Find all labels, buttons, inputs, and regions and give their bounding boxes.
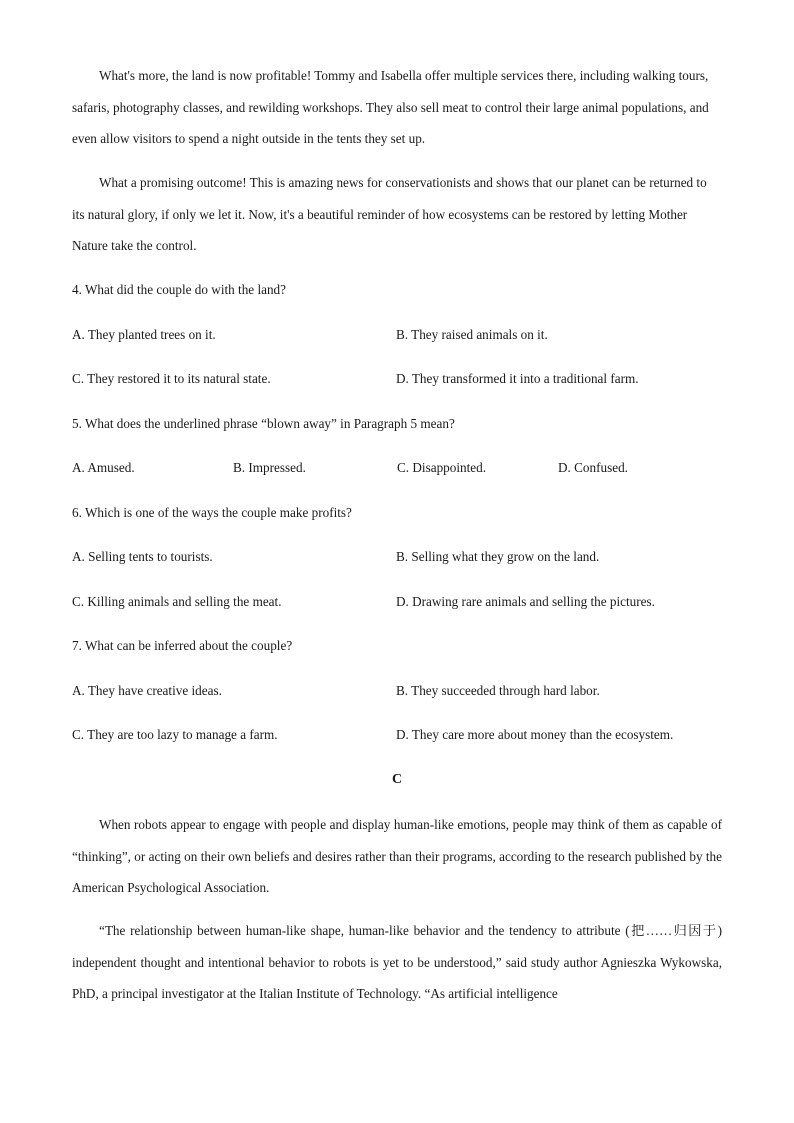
question-7-option-d: D. They care more about money than the ecosystem. — [396, 727, 674, 742]
question-6-option-d: D. Drawing rare animals and selling the pictures. — [396, 594, 655, 609]
question-6-option-c: C. Killing animals and selling the meat. — [72, 594, 282, 609]
question-4-option-a: A. They planted trees on it. — [72, 327, 216, 342]
paragraph-outcome: What a promising outcome! This is amazing news for conservationists and shows that our planet can be returned to its natural glory, if only we let it. Now, it's a beautiful reminder of how ecosystems can be restored by letting Mother Nature take the control. — [72, 175, 707, 253]
question-6-option-a: A. Selling tents to tourists. — [72, 549, 213, 564]
question-7-option-b: B. They succeeded through hard labor. — [396, 683, 600, 698]
question-7-option-a: A. They have creative ideas. — [72, 683, 222, 698]
section-heading-c: C — [391, 772, 403, 787]
section-c-paragraph-2: “The relationship between human-like shape, human-like behavior and the tendency to attribute (把……归因于) independent thought and intentional behavior to robots is yet to be understood,” said study author Agnieszka Wykowska, PhD, a principal investigator at the Italian Institute of Technology. “As artificial intelligence — [72, 923, 722, 1001]
question-6-stem: 6. Which is one of the ways the couple make profits? — [72, 505, 352, 520]
question-7-option-c: C. They are too lazy to manage a farm. — [72, 727, 278, 742]
question-5-option-a: A. Amused. — [72, 460, 135, 475]
paragraph-profit: What's more, the land is now profitable! Tommy and Isabella offer multiple services there, including walking tours, safaris, photography classes, and rewilding workshops. They also sell meat to control their large animal populations, and even allow visitors to spend a night outside in the tents they set up. — [72, 68, 709, 146]
question-5-option-c: C. Disappointed. — [397, 460, 487, 475]
question-4-option-b: B. They raised animals on it. — [396, 327, 548, 342]
question-5-option-b: B. Impressed. — [233, 460, 306, 475]
question-4-option-d: D. They transformed it into a traditional farm. — [396, 371, 639, 386]
section-c-paragraph-1: When robots appear to engage with people and display human-like emotions, people may think of them as capable of “thinking”, or acting on their own beliefs and desires rather than their programs, according to the research published by the American Psychological Association. — [72, 817, 722, 895]
question-5-option-d: D. Confused. — [558, 460, 628, 475]
question-4-stem: 4. What did the couple do with the land? — [72, 282, 287, 297]
question-5-stem: 5. What does the underlined phrase “blown away” in Paragraph 5 mean? — [72, 416, 455, 431]
question-6-option-b: B. Selling what they grow on the land. — [396, 549, 600, 564]
question-7-stem: 7. What can be inferred about the couple? — [72, 638, 293, 653]
question-4-option-c: C. They restored it to its natural state. — [72, 371, 271, 386]
